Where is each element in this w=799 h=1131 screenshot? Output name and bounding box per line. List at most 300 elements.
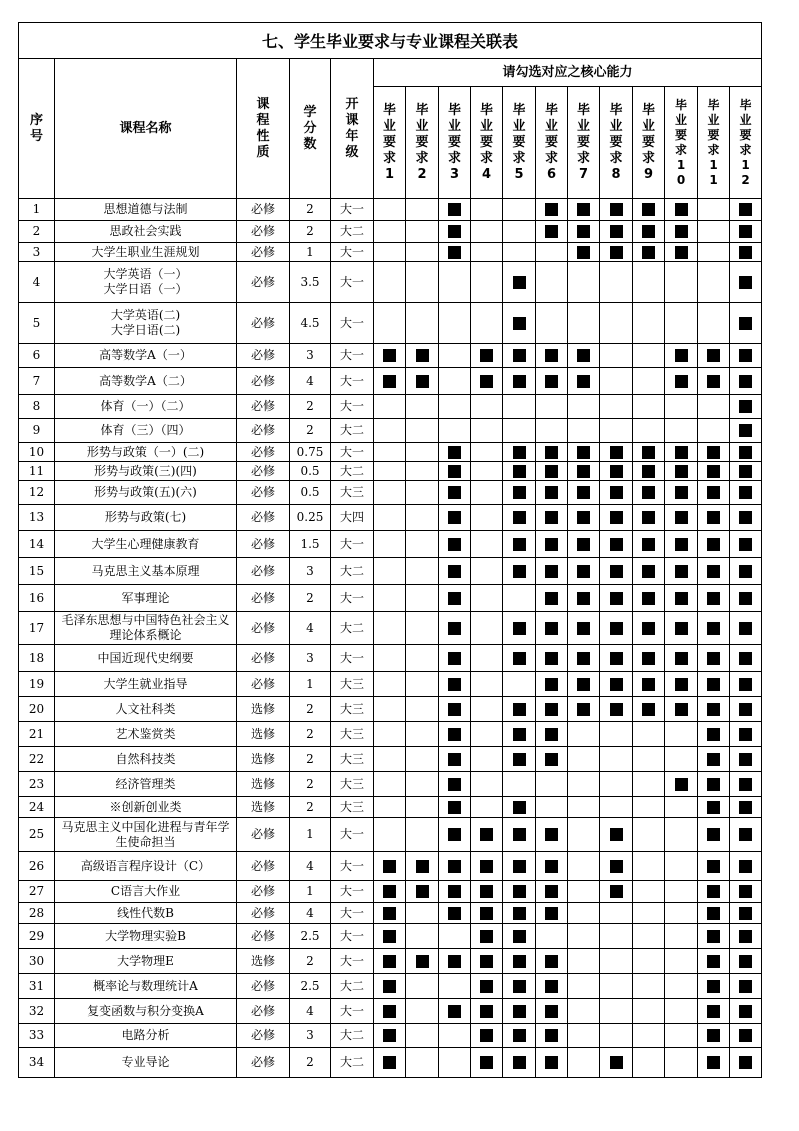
requirement-cell-4[interactable] [471,395,503,419]
requirement-cell-3[interactable] [439,199,471,221]
requirement-cell-11[interactable] [698,974,730,999]
requirement-cell-4[interactable] [471,999,503,1024]
requirement-cell-12[interactable] [730,558,762,585]
requirement-cell-11[interactable] [698,697,730,722]
requirement-cell-1[interactable] [374,999,406,1024]
requirement-cell-7[interactable] [568,585,600,612]
requirement-cell-11[interactable] [698,585,730,612]
requirement-cell-12[interactable] [730,697,762,722]
requirement-cell-1[interactable] [374,243,406,262]
requirement-cell-5[interactable] [503,395,536,419]
requirement-cell-4[interactable] [471,585,503,612]
requirement-cell-11[interactable] [698,243,730,262]
requirement-cell-6[interactable] [536,1048,568,1078]
requirement-cell-11[interactable] [698,852,730,881]
requirement-cell-5[interactable] [503,462,536,481]
requirement-cell-7[interactable] [568,672,600,697]
requirement-cell-4[interactable] [471,199,503,221]
requirement-cell-4[interactable] [471,772,503,797]
requirement-cell-3[interactable] [439,243,471,262]
requirement-cell-3[interactable] [439,419,471,443]
requirement-cell-12[interactable] [730,262,762,303]
requirement-cell-8[interactable] [600,505,633,531]
requirement-cell-10[interactable] [665,852,698,881]
requirement-cell-3[interactable] [439,505,471,531]
requirement-cell-4[interactable] [471,645,503,672]
requirement-cell-12[interactable] [730,462,762,481]
requirement-cell-10[interactable] [665,585,698,612]
requirement-cell-9[interactable] [633,243,665,262]
requirement-cell-1[interactable] [374,924,406,949]
requirement-cell-9[interactable] [633,722,665,747]
requirement-cell-5[interactable] [503,672,536,697]
requirement-cell-7[interactable] [568,697,600,722]
requirement-cell-4[interactable] [471,531,503,558]
requirement-cell-4[interactable] [471,443,503,462]
requirement-cell-2[interactable] [406,949,439,974]
requirement-cell-1[interactable] [374,505,406,531]
requirement-cell-5[interactable] [503,974,536,999]
requirement-cell-5[interactable] [503,722,536,747]
requirement-cell-8[interactable] [600,852,633,881]
requirement-cell-7[interactable] [568,881,600,903]
requirement-cell-6[interactable] [536,303,568,344]
requirement-cell-11[interactable] [698,797,730,818]
requirement-cell-11[interactable] [698,924,730,949]
requirement-cell-5[interactable] [503,903,536,924]
requirement-cell-7[interactable] [568,818,600,852]
requirement-cell-12[interactable] [730,443,762,462]
requirement-cell-9[interactable] [633,999,665,1024]
requirement-cell-9[interactable] [633,881,665,903]
requirement-cell-7[interactable] [568,368,600,395]
requirement-cell-4[interactable] [471,419,503,443]
requirement-cell-2[interactable] [406,772,439,797]
requirement-cell-3[interactable] [439,772,471,797]
requirement-cell-2[interactable] [406,481,439,505]
requirement-cell-5[interactable] [503,221,536,243]
requirement-cell-10[interactable] [665,1048,698,1078]
requirement-cell-2[interactable] [406,221,439,243]
requirement-cell-6[interactable] [536,395,568,419]
requirement-cell-8[interactable] [600,924,633,949]
requirement-cell-6[interactable] [536,1024,568,1048]
requirement-cell-6[interactable] [536,797,568,818]
requirement-cell-4[interactable] [471,1024,503,1048]
requirement-cell-8[interactable] [600,262,633,303]
requirement-cell-4[interactable] [471,344,503,368]
requirement-cell-7[interactable] [568,262,600,303]
requirement-cell-10[interactable] [665,199,698,221]
requirement-cell-3[interactable] [439,852,471,881]
requirement-cell-1[interactable] [374,558,406,585]
requirement-cell-7[interactable] [568,797,600,818]
requirement-cell-3[interactable] [439,585,471,612]
requirement-cell-6[interactable] [536,949,568,974]
requirement-cell-5[interactable] [503,949,536,974]
requirement-cell-9[interactable] [633,419,665,443]
requirement-cell-6[interactable] [536,852,568,881]
requirement-cell-11[interactable] [698,199,730,221]
requirement-cell-8[interactable] [600,303,633,344]
requirement-cell-3[interactable] [439,924,471,949]
requirement-cell-2[interactable] [406,344,439,368]
requirement-cell-5[interactable] [503,818,536,852]
requirement-cell-10[interactable] [665,221,698,243]
requirement-cell-7[interactable] [568,395,600,419]
requirement-cell-11[interactable] [698,443,730,462]
requirement-cell-10[interactable] [665,672,698,697]
requirement-cell-7[interactable] [568,303,600,344]
requirement-cell-8[interactable] [600,772,633,797]
requirement-cell-11[interactable] [698,505,730,531]
requirement-cell-1[interactable] [374,462,406,481]
requirement-cell-2[interactable] [406,697,439,722]
requirement-cell-12[interactable] [730,303,762,344]
requirement-cell-7[interactable] [568,645,600,672]
requirement-cell-7[interactable] [568,903,600,924]
requirement-cell-3[interactable] [439,697,471,722]
requirement-cell-1[interactable] [374,395,406,419]
requirement-cell-3[interactable] [439,443,471,462]
requirement-cell-10[interactable] [665,262,698,303]
requirement-cell-12[interactable] [730,585,762,612]
requirement-cell-11[interactable] [698,1024,730,1048]
requirement-cell-7[interactable] [568,924,600,949]
requirement-cell-9[interactable] [633,612,665,645]
requirement-cell-9[interactable] [633,974,665,999]
requirement-cell-10[interactable] [665,443,698,462]
requirement-cell-10[interactable] [665,772,698,797]
requirement-cell-4[interactable] [471,505,503,531]
requirement-cell-5[interactable] [503,344,536,368]
requirement-cell-1[interactable] [374,797,406,818]
requirement-cell-2[interactable] [406,818,439,852]
requirement-cell-4[interactable] [471,481,503,505]
requirement-cell-5[interactable] [503,1024,536,1048]
requirement-cell-7[interactable] [568,558,600,585]
requirement-cell-7[interactable] [568,505,600,531]
requirement-cell-1[interactable] [374,344,406,368]
requirement-cell-3[interactable] [439,903,471,924]
requirement-cell-6[interactable] [536,722,568,747]
requirement-cell-10[interactable] [665,903,698,924]
requirement-cell-6[interactable] [536,481,568,505]
requirement-cell-11[interactable] [698,881,730,903]
requirement-cell-8[interactable] [600,1048,633,1078]
requirement-cell-4[interactable] [471,924,503,949]
requirement-cell-8[interactable] [600,645,633,672]
requirement-cell-9[interactable] [633,344,665,368]
requirement-cell-11[interactable] [698,722,730,747]
requirement-cell-12[interactable] [730,999,762,1024]
requirement-cell-8[interactable] [600,999,633,1024]
requirement-cell-11[interactable] [698,612,730,645]
requirement-cell-7[interactable] [568,199,600,221]
requirement-cell-8[interactable] [600,974,633,999]
requirement-cell-7[interactable] [568,344,600,368]
requirement-cell-7[interactable] [568,443,600,462]
requirement-cell-9[interactable] [633,747,665,772]
requirement-cell-10[interactable] [665,344,698,368]
requirement-cell-8[interactable] [600,881,633,903]
requirement-cell-2[interactable] [406,999,439,1024]
requirement-cell-4[interactable] [471,558,503,585]
requirement-cell-10[interactable] [665,747,698,772]
requirement-cell-11[interactable] [698,672,730,697]
requirement-cell-1[interactable] [374,747,406,772]
requirement-cell-2[interactable] [406,443,439,462]
requirement-cell-5[interactable] [503,262,536,303]
requirement-cell-12[interactable] [730,344,762,368]
requirement-cell-11[interactable] [698,262,730,303]
requirement-cell-3[interactable] [439,974,471,999]
requirement-cell-4[interactable] [471,881,503,903]
requirement-cell-10[interactable] [665,395,698,419]
requirement-cell-9[interactable] [633,645,665,672]
requirement-cell-4[interactable] [471,462,503,481]
requirement-cell-7[interactable] [568,772,600,797]
requirement-cell-2[interactable] [406,368,439,395]
requirement-cell-8[interactable] [600,221,633,243]
requirement-cell-9[interactable] [633,531,665,558]
requirement-cell-2[interactable] [406,747,439,772]
requirement-cell-5[interactable] [503,999,536,1024]
requirement-cell-2[interactable] [406,585,439,612]
requirement-cell-10[interactable] [665,797,698,818]
requirement-cell-6[interactable] [536,531,568,558]
requirement-cell-8[interactable] [600,199,633,221]
requirement-cell-1[interactable] [374,221,406,243]
requirement-cell-4[interactable] [471,903,503,924]
requirement-cell-11[interactable] [698,949,730,974]
requirement-cell-6[interactable] [536,999,568,1024]
requirement-cell-6[interactable] [536,462,568,481]
requirement-cell-2[interactable] [406,505,439,531]
requirement-cell-2[interactable] [406,419,439,443]
requirement-cell-1[interactable] [374,672,406,697]
requirement-cell-12[interactable] [730,505,762,531]
requirement-cell-2[interactable] [406,645,439,672]
requirement-cell-1[interactable] [374,585,406,612]
requirement-cell-5[interactable] [503,199,536,221]
requirement-cell-11[interactable] [698,395,730,419]
requirement-cell-5[interactable] [503,881,536,903]
requirement-cell-7[interactable] [568,852,600,881]
requirement-cell-1[interactable] [374,303,406,344]
requirement-cell-10[interactable] [665,1024,698,1048]
requirement-cell-2[interactable] [406,722,439,747]
requirement-cell-3[interactable] [439,221,471,243]
requirement-cell-4[interactable] [471,852,503,881]
requirement-cell-10[interactable] [665,612,698,645]
requirement-cell-9[interactable] [633,221,665,243]
requirement-cell-9[interactable] [633,924,665,949]
requirement-cell-9[interactable] [633,443,665,462]
requirement-cell-5[interactable] [503,697,536,722]
requirement-cell-1[interactable] [374,949,406,974]
requirement-cell-10[interactable] [665,881,698,903]
requirement-cell-10[interactable] [665,462,698,481]
requirement-cell-12[interactable] [730,903,762,924]
requirement-cell-1[interactable] [374,612,406,645]
requirement-cell-6[interactable] [536,974,568,999]
requirement-cell-6[interactable] [536,818,568,852]
requirement-cell-11[interactable] [698,221,730,243]
requirement-cell-9[interactable] [633,697,665,722]
requirement-cell-11[interactable] [698,1048,730,1078]
requirement-cell-3[interactable] [439,1048,471,1078]
requirement-cell-4[interactable] [471,722,503,747]
requirement-cell-3[interactable] [439,818,471,852]
requirement-cell-10[interactable] [665,924,698,949]
requirement-cell-10[interactable] [665,645,698,672]
requirement-cell-9[interactable] [633,797,665,818]
requirement-cell-8[interactable] [600,612,633,645]
requirement-cell-8[interactable] [600,747,633,772]
requirement-cell-4[interactable] [471,243,503,262]
requirement-cell-9[interactable] [633,949,665,974]
requirement-cell-5[interactable] [503,303,536,344]
requirement-cell-9[interactable] [633,395,665,419]
requirement-cell-2[interactable] [406,531,439,558]
requirement-cell-1[interactable] [374,199,406,221]
requirement-cell-4[interactable] [471,747,503,772]
requirement-cell-5[interactable] [503,852,536,881]
requirement-cell-5[interactable] [503,368,536,395]
requirement-cell-12[interactable] [730,852,762,881]
requirement-cell-1[interactable] [374,697,406,722]
requirement-cell-9[interactable] [633,558,665,585]
requirement-cell-6[interactable] [536,419,568,443]
requirement-cell-12[interactable] [730,772,762,797]
requirement-cell-2[interactable] [406,243,439,262]
requirement-cell-4[interactable] [471,612,503,645]
requirement-cell-12[interactable] [730,722,762,747]
requirement-cell-8[interactable] [600,462,633,481]
requirement-cell-10[interactable] [665,558,698,585]
requirement-cell-6[interactable] [536,505,568,531]
requirement-cell-6[interactable] [536,924,568,949]
requirement-cell-5[interactable] [503,1048,536,1078]
requirement-cell-8[interactable] [600,443,633,462]
requirement-cell-8[interactable] [600,395,633,419]
requirement-cell-5[interactable] [503,419,536,443]
requirement-cell-12[interactable] [730,1024,762,1048]
requirement-cell-2[interactable] [406,672,439,697]
requirement-cell-12[interactable] [730,747,762,772]
requirement-cell-9[interactable] [633,585,665,612]
requirement-cell-3[interactable] [439,262,471,303]
requirement-cell-2[interactable] [406,303,439,344]
requirement-cell-8[interactable] [600,368,633,395]
requirement-cell-11[interactable] [698,772,730,797]
requirement-cell-1[interactable] [374,262,406,303]
requirement-cell-10[interactable] [665,999,698,1024]
requirement-cell-5[interactable] [503,558,536,585]
requirement-cell-3[interactable] [439,747,471,772]
requirement-cell-2[interactable] [406,612,439,645]
requirement-cell-4[interactable] [471,303,503,344]
requirement-cell-12[interactable] [730,949,762,974]
requirement-cell-3[interactable] [439,999,471,1024]
requirement-cell-1[interactable] [374,645,406,672]
requirement-cell-8[interactable] [600,558,633,585]
requirement-cell-4[interactable] [471,221,503,243]
requirement-cell-11[interactable] [698,368,730,395]
requirement-cell-7[interactable] [568,747,600,772]
requirement-cell-2[interactable] [406,924,439,949]
requirement-cell-10[interactable] [665,419,698,443]
requirement-cell-2[interactable] [406,199,439,221]
requirement-cell-10[interactable] [665,697,698,722]
requirement-cell-2[interactable] [406,395,439,419]
requirement-cell-8[interactable] [600,344,633,368]
requirement-cell-4[interactable] [471,262,503,303]
requirement-cell-3[interactable] [439,1024,471,1048]
requirement-cell-11[interactable] [698,531,730,558]
requirement-cell-12[interactable] [730,974,762,999]
requirement-cell-7[interactable] [568,462,600,481]
requirement-cell-6[interactable] [536,903,568,924]
requirement-cell-7[interactable] [568,221,600,243]
requirement-cell-3[interactable] [439,481,471,505]
requirement-cell-2[interactable] [406,558,439,585]
requirement-cell-4[interactable] [471,974,503,999]
requirement-cell-2[interactable] [406,881,439,903]
requirement-cell-3[interactable] [439,612,471,645]
requirement-cell-7[interactable] [568,1024,600,1048]
requirement-cell-11[interactable] [698,645,730,672]
requirement-cell-8[interactable] [600,419,633,443]
requirement-cell-1[interactable] [374,722,406,747]
requirement-cell-10[interactable] [665,949,698,974]
requirement-cell-3[interactable] [439,558,471,585]
requirement-cell-11[interactable] [698,344,730,368]
requirement-cell-9[interactable] [633,199,665,221]
requirement-cell-12[interactable] [730,419,762,443]
requirement-cell-11[interactable] [698,558,730,585]
requirement-cell-4[interactable] [471,697,503,722]
requirement-cell-2[interactable] [406,797,439,818]
requirement-cell-12[interactable] [730,924,762,949]
requirement-cell-2[interactable] [406,462,439,481]
requirement-cell-12[interactable] [730,612,762,645]
requirement-cell-12[interactable] [730,368,762,395]
requirement-cell-1[interactable] [374,903,406,924]
requirement-cell-7[interactable] [568,949,600,974]
requirement-cell-5[interactable] [503,747,536,772]
requirement-cell-12[interactable] [730,881,762,903]
requirement-cell-4[interactable] [471,368,503,395]
requirement-cell-3[interactable] [439,395,471,419]
requirement-cell-6[interactable] [536,585,568,612]
requirement-cell-6[interactable] [536,612,568,645]
requirement-cell-10[interactable] [665,243,698,262]
requirement-cell-7[interactable] [568,974,600,999]
requirement-cell-11[interactable] [698,747,730,772]
requirement-cell-5[interactable] [503,443,536,462]
requirement-cell-9[interactable] [633,1024,665,1048]
requirement-cell-6[interactable] [536,344,568,368]
requirement-cell-5[interactable] [503,797,536,818]
requirement-cell-5[interactable] [503,243,536,262]
requirement-cell-8[interactable] [600,949,633,974]
requirement-cell-8[interactable] [600,1024,633,1048]
requirement-cell-6[interactable] [536,672,568,697]
requirement-cell-3[interactable] [439,368,471,395]
requirement-cell-1[interactable] [374,818,406,852]
